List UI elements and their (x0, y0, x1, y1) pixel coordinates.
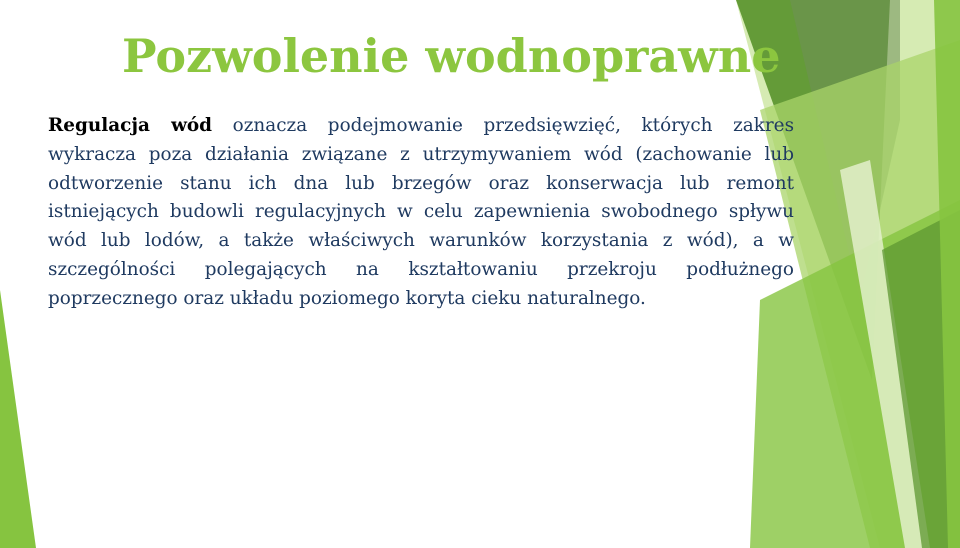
definition-text: oznacza podejmowanie przedsięwzięć, których zakres wykracza poza działania związane z utrzymywaniem wód (zachowanie lub odtworzenie stanu ich dna lub brzegów oraz konserwacja lub remont istniejących budowli regulacyjnych w celu zapewnienia swobodnego spływu wód lub lodów, a także właściwych warunków korzystania z wód), a w szczególności polegających na kształtowaniu przekroju podłużnego poprzecznego oraz układu poziomego koryta cieku naturalnego. (48, 115, 795, 309)
slide-title: Pozwolenie wodnoprawne (122, 29, 781, 83)
definition-paragraph (48, 112, 794, 314)
defined-term: Regulacja wód (48, 115, 213, 136)
left-decor-triangle (0, 290, 36, 548)
